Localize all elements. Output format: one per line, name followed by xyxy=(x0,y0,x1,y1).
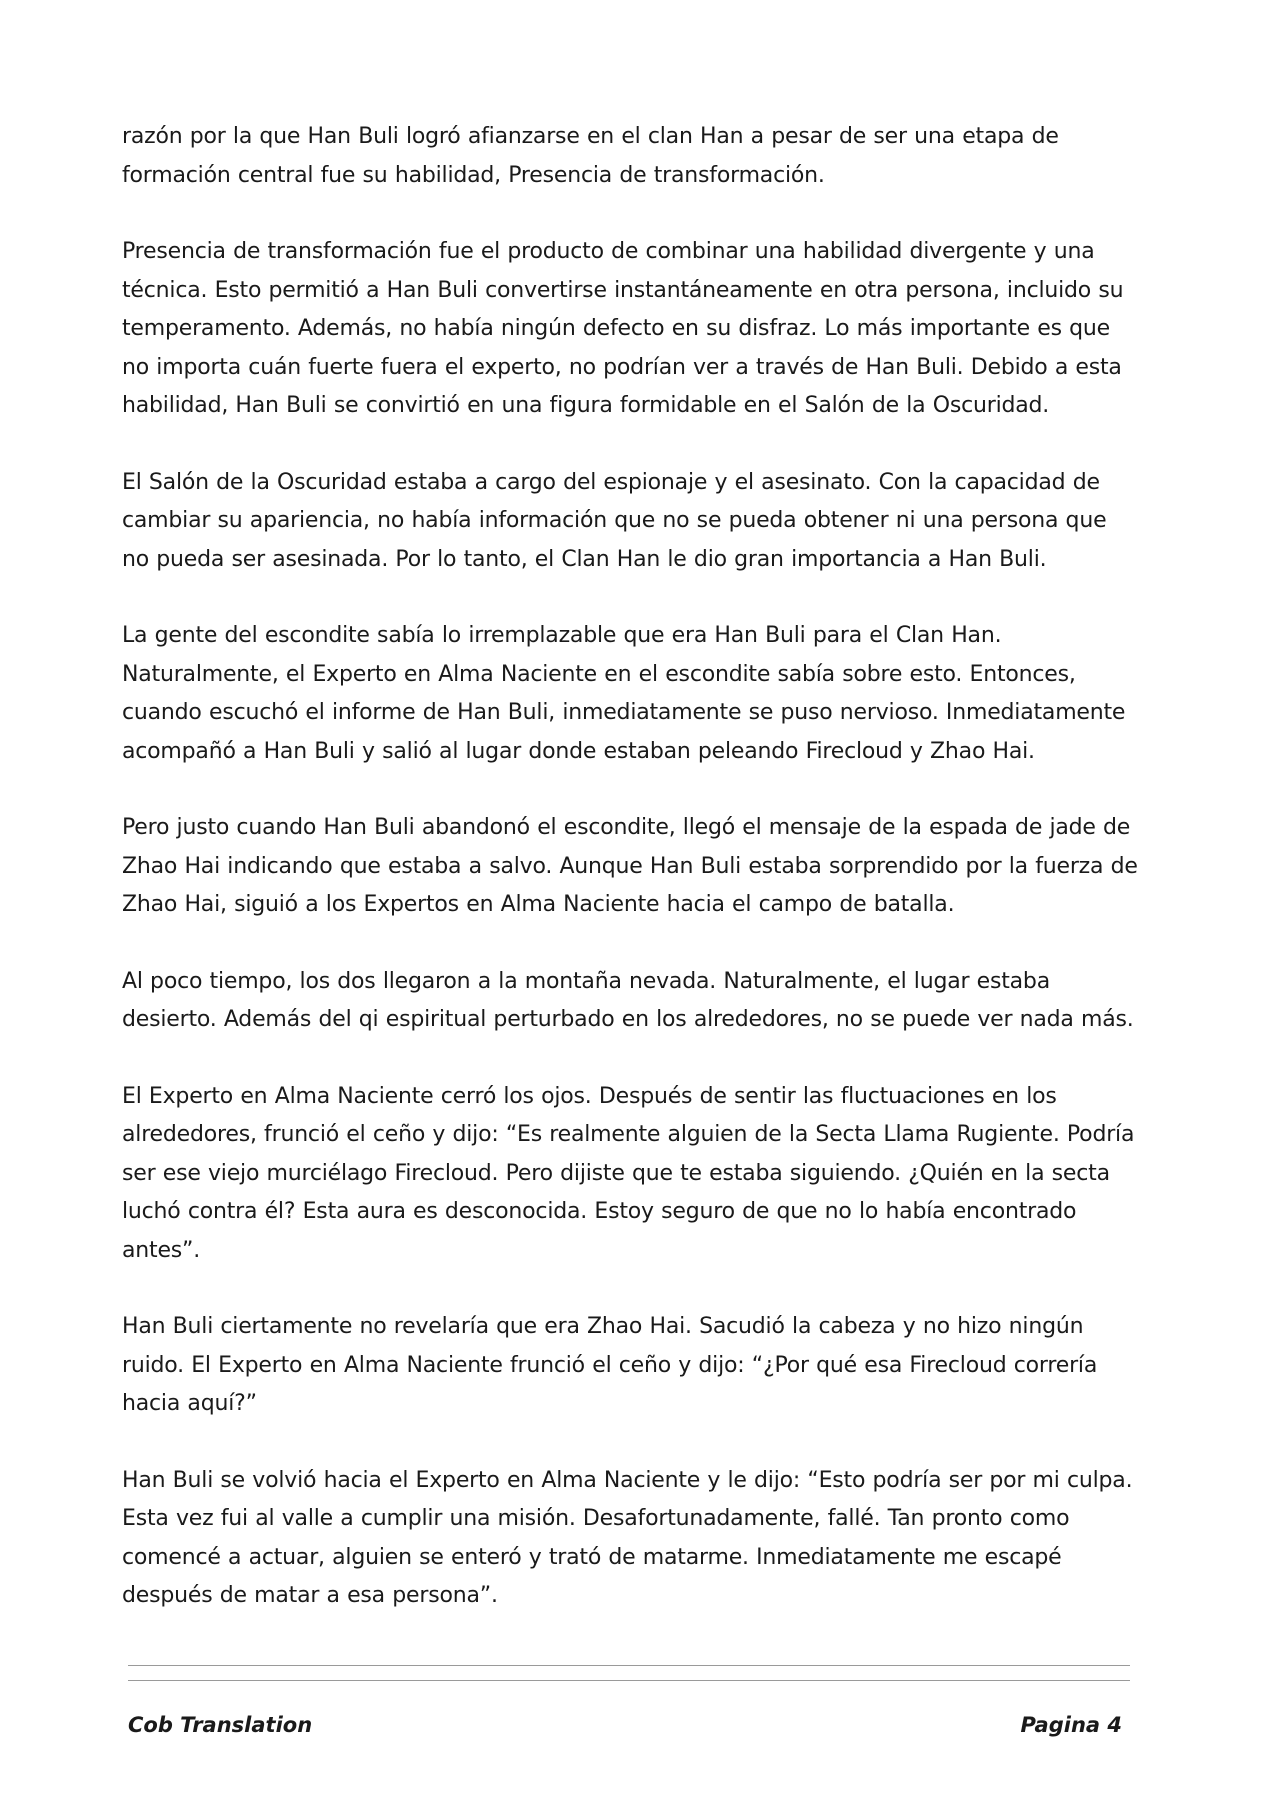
paragraph: razón por la que Han Buli logró afianzarse en el clan Han a pesar de ser una etapa de formación central fue su habilidad, Presencia de transformación. xyxy=(122,124,1059,188)
paragraph: El Experto en Alma Naciente cerró los ojos. Después de sentir las fluctuaciones en los alrededores, frunció el ceño y dijo: “Es realmente alguien de la Secta Llama Rugiente. Podría ser ese viejo murciélago Firecloud. Pero dijiste que te estaba siguiendo. ¿Quién en la secta luchó contra él? Esta aura es desconocida. Estoy seguro de que no lo había encontrado antes”. xyxy=(122,1083,1135,1263)
footer-translator-credit: Cob Translation xyxy=(128,1713,313,1737)
paragraph: Presencia de transformación fue el producto de combinar una habilidad divergente y una técnica. Esto permitió a Han Buli convertirse instantáneamente en otra persona, incluido su temperamento. Además, no había ningún defecto en su disfraz. Lo más importante es que no importa cuán fuerte fuera el experto, no podrían ver a través de Han Buli. Debido a esta habilidad, Han Buli se convirtió en una figura formidable en el Salón de la Oscuridad. xyxy=(122,239,1124,418)
footer-divider-bottom xyxy=(128,1680,1130,1681)
paragraph: Han Buli ciertamente no revelaría que era Zhao Hai. Sacudió la cabeza y no hizo ningún ruido. El Experto en Alma Naciente frunció el ceño y dijo: “¿Por qué esa Firecloud correría hacia aquí?” xyxy=(122,1314,1098,1416)
footer-divider-top xyxy=(128,1665,1130,1666)
page-body xyxy=(122,118,1138,1654)
footer-page-number: Pagina 4 xyxy=(1020,1713,1122,1737)
paragraph: Al poco tiempo, los dos llegaron a la montaña nevada. Naturalmente, el lugar estaba desierto. Además del qi espiritual perturbado en los alrededores, no se puede ver nada más. xyxy=(122,968,1134,1032)
paragraph: La gente del escondite sabía lo irremplazable que era Han Buli para el Clan Han. Naturalmente, el Experto en Alma Naciente en el escondite sabía sobre esto. Entonces, cuando escuchó el informe de Han Buli, inmediatamente se puso nervioso. Inmediatamente acompañó a Han Buli y salió al lugar donde estaban peleando Firecloud y Zhao Hai. xyxy=(122,623,1126,764)
paragraph: Han Buli se volvió hacia el Experto en Alma Naciente y le dijo: “Esto podría ser por mi culpa. Esta vez fui al valle a cumplir una misión. Desafortunadamente, fallé. Tan pronto como comencé a actuar, alguien se enteró y trató de matarme. Inmediatamente me escapé después de matar a esa persona”. xyxy=(122,1467,1133,1608)
paragraph: Pero justo cuando Han Buli abandonó el escondite, llegó el mensaje de la espada de jade de Zhao Hai indicando que estaba a salvo. Aunque Han Buli estaba sorprendido por la fuerza de Zhao Hai, siguió a los Expertos en Alma Naciente hacia el campo de batalla. xyxy=(122,815,1138,917)
paragraph: El Salón de la Oscuridad estaba a cargo del espionaje y el asesinato. Con la capacidad de cambiar su apariencia, no había información que no se pueda obtener ni una persona que no pueda ser asesinada. Por lo tanto, el Clan Han le dio gran importancia a Han Buli. xyxy=(122,469,1107,572)
